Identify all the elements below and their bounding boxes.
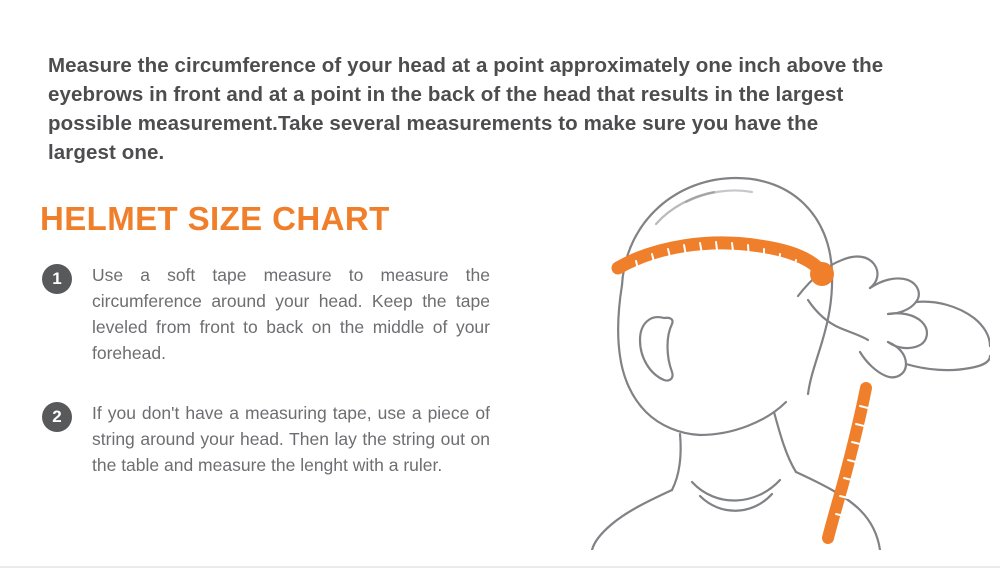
step-number-badge: 1 [42, 264, 72, 294]
step-text: If you don't have a measuring tape, use a piece of string around your head. Then lay the string out on the table and measure the lenght with a ruler. [92, 403, 490, 475]
step-text: Use a soft tape measure to measure the circumference around your head. Keep the tape leveled from front to back on the middle of your forehead. [92, 265, 490, 363]
measuring-tape [618, 242, 868, 538]
step-item-2 [42, 400, 512, 478]
head-measuring-tape-illustration [560, 150, 990, 550]
page-title: HELMET SIZE CHART [40, 200, 390, 238]
step-item-1 [42, 262, 512, 366]
step-number-badge: 2 [42, 402, 72, 432]
intro-paragraph: Measure the circumference of your head at a point approximately one inch above the eyebrows in front and at a point in the back of the head that results in the largest possible measurement.Take several measurements to make sure you have the largest one. [48, 53, 884, 164]
illustration-svg [560, 150, 990, 550]
